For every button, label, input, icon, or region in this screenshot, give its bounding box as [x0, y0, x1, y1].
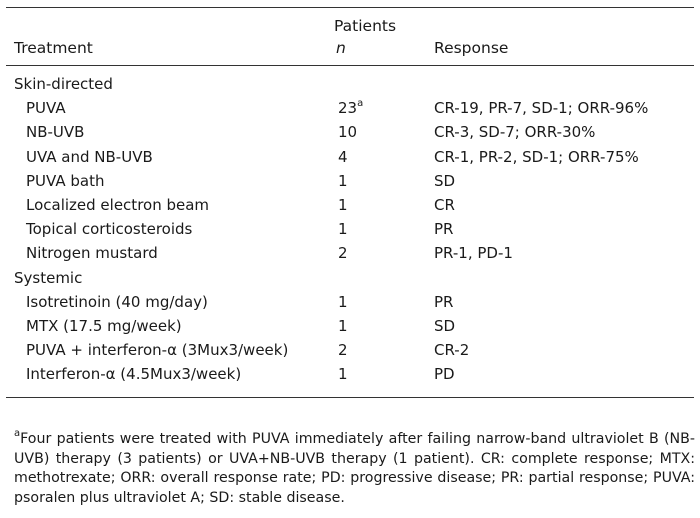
treatment-cell: NB-UVB	[26, 123, 85, 142]
group-row	[0, 266, 700, 290]
treatment-cell: Isotretinoin (40 mg/day)	[26, 292, 208, 311]
treatment-cell: UVA and NB-UVB	[26, 147, 153, 166]
patients-cell	[338, 338, 348, 362]
patients-value: 23	[338, 99, 358, 118]
response-cell: CR-3, SD-7; ORR-30%	[434, 123, 596, 142]
patients-value: 1	[338, 196, 348, 214]
patients-cell	[338, 145, 348, 169]
table-row	[0, 169, 700, 193]
response-cell: CR-2	[434, 341, 470, 360]
treatment-cell: PUVA + interferon-α (3Mux3/week)	[26, 341, 289, 360]
patients-value: 10	[338, 123, 358, 142]
treatment-cell: Interferon-α (4.5Mux3/week)	[26, 365, 242, 384]
treatment-cell: MTX (17.5 mg/week)	[26, 317, 182, 335]
treatment-cell: PUVA	[26, 99, 66, 118]
table-row	[0, 241, 700, 265]
patients-value: 2	[338, 244, 348, 263]
patients-value: 1	[338, 292, 348, 311]
header-treatment: Treatment	[14, 39, 93, 57]
table-row	[0, 290, 700, 314]
patients-cell	[338, 290, 348, 314]
patients-value: 1	[338, 171, 348, 190]
table-row	[0, 217, 700, 241]
table-row	[0, 314, 700, 338]
patients-value: 1	[338, 317, 348, 335]
response-cell: PR	[434, 292, 454, 311]
table-row	[0, 145, 700, 169]
response-cell: SD	[434, 171, 456, 190]
group-row	[0, 72, 700, 96]
response-cell: CR-19, PR-7, SD-1; ORR-96%	[434, 99, 649, 118]
header-response: Response	[434, 39, 509, 57]
treatment-cell: PUVA bath	[26, 171, 105, 190]
treatment-cell: Topical corticosteroids	[26, 220, 193, 239]
patients-cell	[338, 314, 348, 338]
table-row	[0, 96, 700, 120]
group-label: Skin-directed	[14, 75, 113, 93]
response-cell: PR-1, PD-1	[434, 244, 513, 263]
footnote-text: Four patients were treated with PUVA immediately after failing narrow-band ultraviolet B (NB-UVB) therapy (3 patients) or UVA+NB-UVB therapy (1 patient). CR: complete response; MTX: methotrexate; ORR: overall response rate; PD: progressive disease; PR: partial response; PUVA: psoralen plus ultraviolet A; SD: stable disease.	[14, 431, 695, 506]
patients-cell	[338, 241, 348, 265]
bottom-rule	[6, 397, 694, 398]
patients-cell	[338, 217, 348, 241]
patients-cell	[338, 193, 348, 217]
footnote-marker: a	[14, 428, 21, 439]
patients-value: 1	[338, 220, 348, 239]
response-cell: PR	[434, 220, 454, 239]
patients-cell	[338, 169, 348, 193]
treatment-cell: Localized electron beam	[26, 196, 210, 214]
patients-cell	[338, 120, 357, 144]
header-rule	[6, 65, 694, 66]
header-patients-n: n	[336, 39, 346, 57]
top-rule	[6, 7, 694, 8]
table-footnote	[14, 430, 695, 508]
response-cell: SD	[434, 317, 456, 335]
patients-value: 1	[338, 365, 348, 384]
response-cell: CR-1, PR-2, SD-1; ORR-75%	[434, 147, 639, 166]
table-row	[0, 338, 700, 362]
footnote-ref: a	[357, 98, 364, 110]
patients-cell	[338, 362, 348, 386]
table-row	[0, 193, 700, 217]
table-row	[0, 120, 700, 144]
patients-value: 4	[338, 147, 348, 166]
table-row	[0, 362, 700, 386]
group-label: Systemic	[14, 268, 83, 287]
header-patients: Patients	[334, 17, 397, 35]
response-cell: PD	[434, 365, 455, 384]
patients-value: 2	[338, 341, 348, 360]
response-cell: CR	[434, 196, 455, 214]
patients-cell	[338, 96, 363, 120]
treatment-cell: Nitrogen mustard	[26, 244, 158, 263]
